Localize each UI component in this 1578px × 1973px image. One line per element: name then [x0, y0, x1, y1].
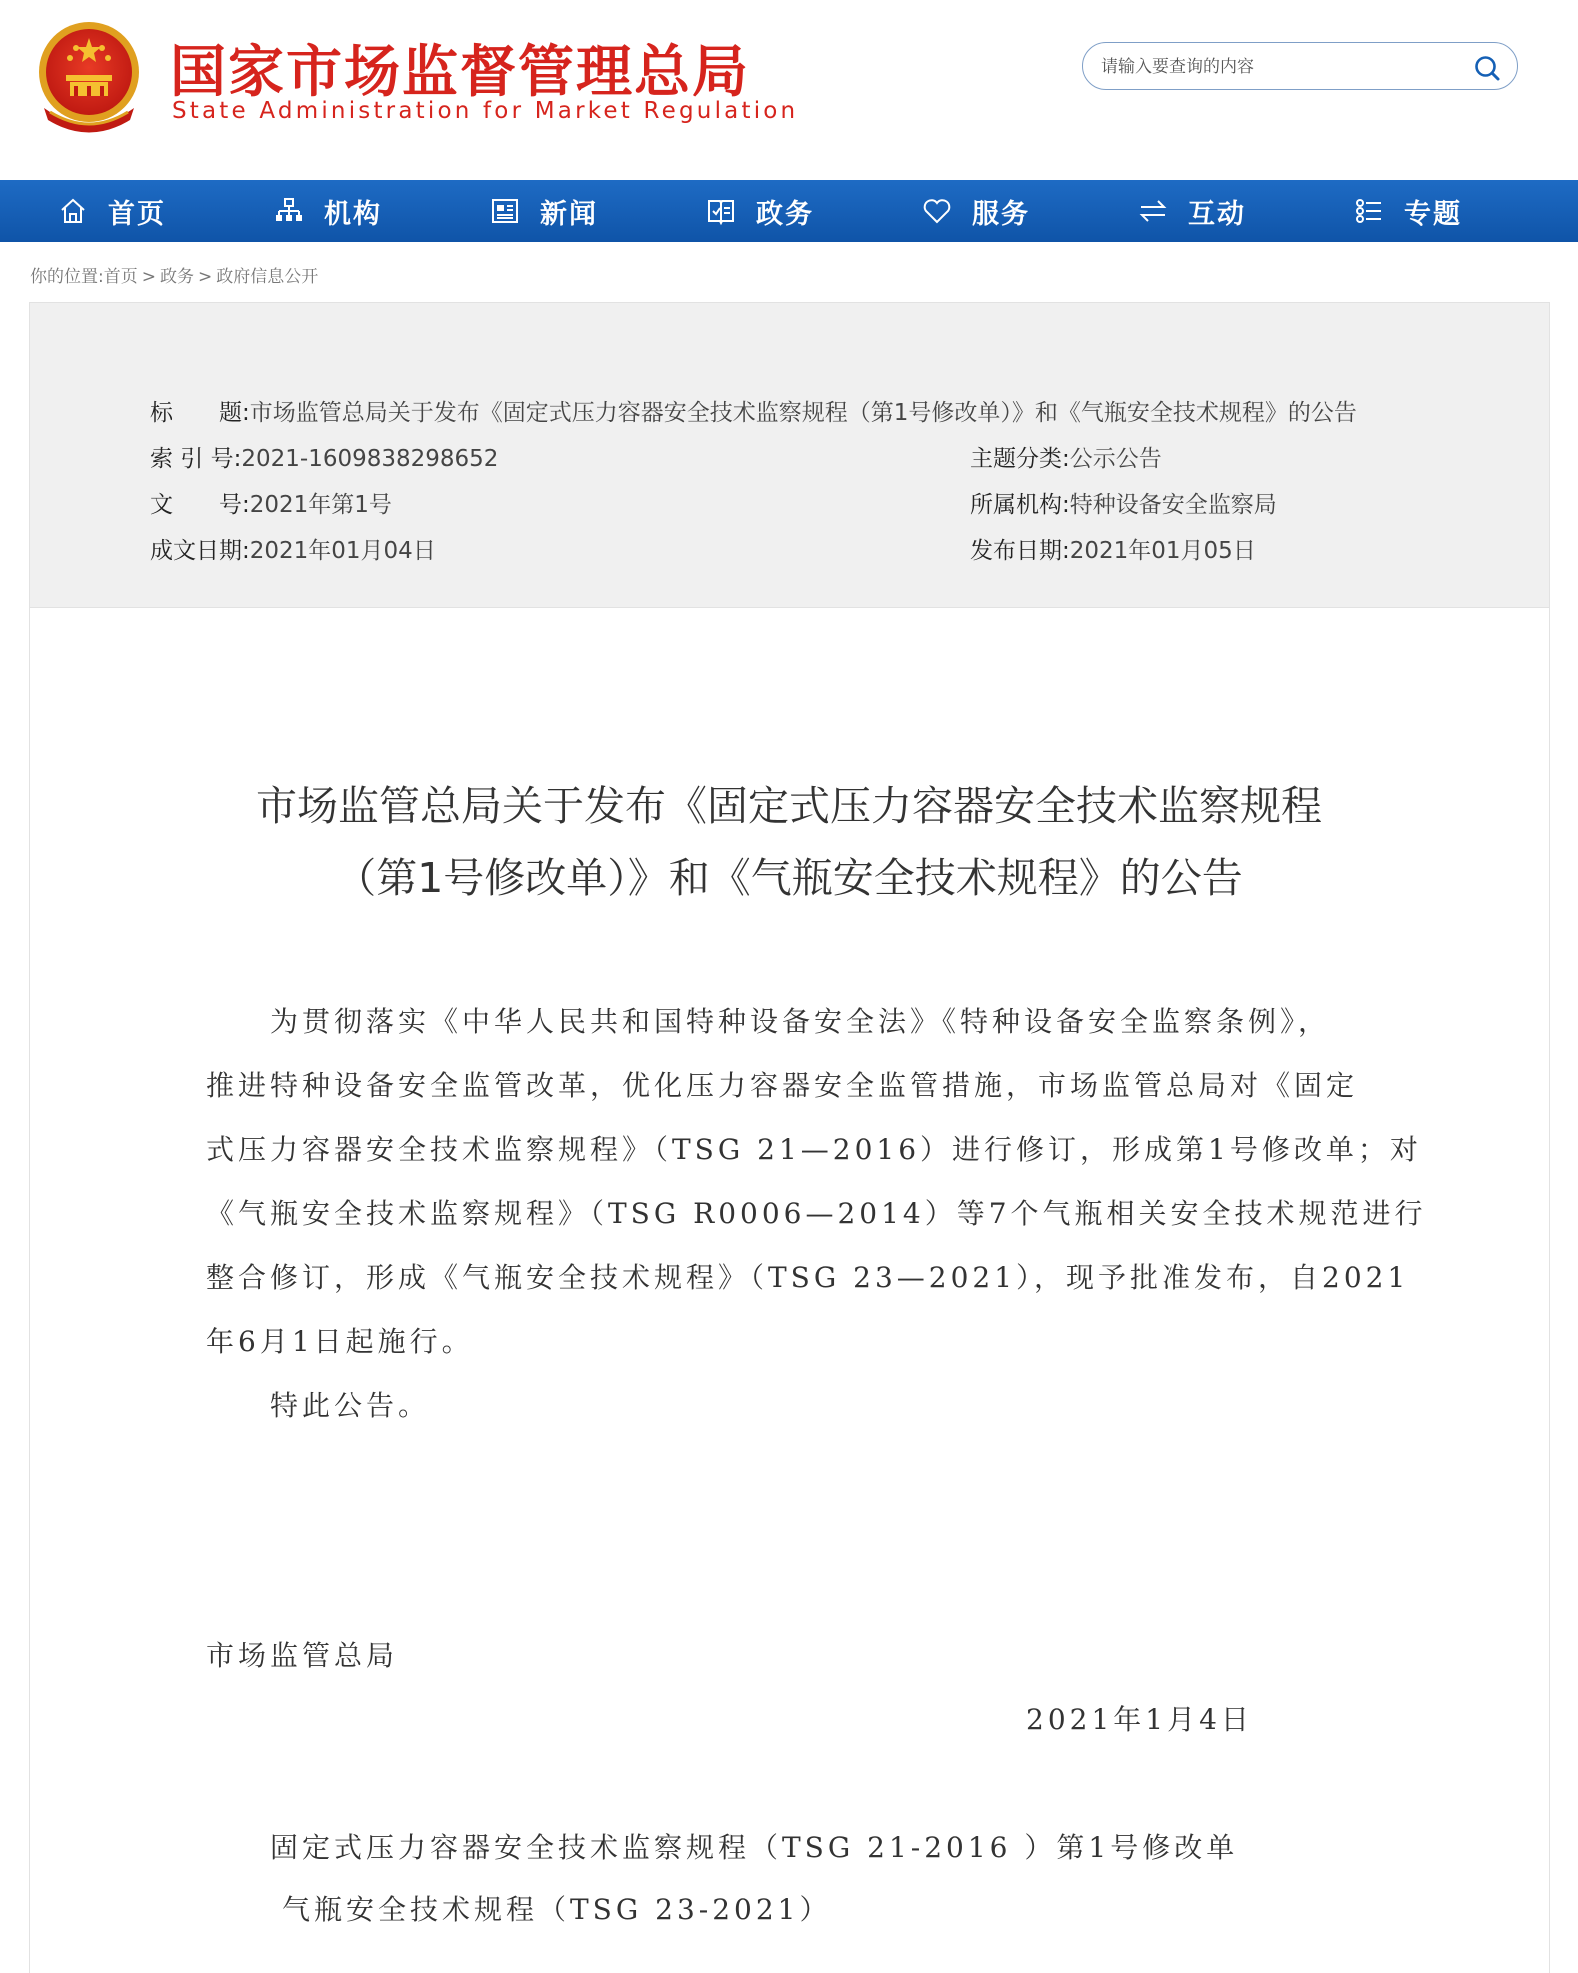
closing-statement: 特此公告。 [270, 1389, 431, 1422]
meta-topic-row [970, 440, 1162, 473]
meta-title-label: 标 题: [150, 400, 250, 426]
nav-label: 新闻 [540, 198, 598, 230]
search-input[interactable] [1099, 53, 1463, 81]
paragraph-line: 推进特种设备安全监管改革，优化压力容器安全监管措施，市场监管总局对《固定 [206, 1069, 1359, 1102]
exchange-icon [1138, 196, 1168, 226]
paragraph-line: 《气瓶安全技术监察规程》（TSG R0006—2014）等7个气瓶相关安全技术规范进行 [206, 1197, 1427, 1230]
nav-item-interaction[interactable] [1138, 180, 1246, 242]
nav-item-government-affairs[interactable] [706, 180, 814, 242]
article-title-line-1: 市场监管总局关于发布《固定式压力容器安全技术监察规程 [256, 782, 1322, 830]
meta-index-row [150, 440, 498, 473]
site-logo-english[interactable]: State Administration for Market Regulation [172, 98, 799, 124]
breadcrumb-link-home[interactable]: 首页 [103, 267, 138, 287]
meta-doc-number-row [150, 486, 392, 519]
news-icon [490, 196, 520, 226]
site-header [0, 0, 1578, 180]
meta-created-row [150, 532, 436, 565]
meta-topic-value: 公示公告 [1069, 446, 1162, 472]
signing-date: 2021年1月4日 [1026, 1703, 1253, 1736]
nav-label: 服务 [972, 198, 1030, 230]
breadcrumb-link-disclosure[interactable]: 政府信息公开 [216, 267, 319, 287]
national-emblem-icon[interactable] [34, 20, 144, 135]
nav-item-services[interactable] [922, 180, 1030, 242]
breadcrumb [30, 262, 318, 287]
meta-published-value: 2021年01月05日 [1069, 538, 1256, 564]
meta-org-label: 所属机构: [970, 492, 1070, 518]
paragraph-line: 年6月1日起施行。 [206, 1325, 474, 1358]
breadcrumb-link-affairs[interactable]: 政务 [159, 267, 194, 287]
nav-label: 机构 [324, 198, 382, 230]
meta-created-label: 成文日期: [150, 538, 250, 564]
breadcrumb-separator: > [197, 267, 213, 287]
breadcrumb-prefix: 你的位置: [30, 267, 104, 287]
search-box [1082, 42, 1518, 90]
article-title [150, 770, 1428, 914]
nav-label: 首页 [108, 198, 166, 230]
article-title-line-2: （第1号修改单）》和《气瓶安全技术规程》的公告 [335, 854, 1243, 902]
heart-icon [922, 196, 952, 226]
nav-item-home[interactable] [58, 180, 166, 242]
meta-topic-label: 主题分类: [970, 446, 1070, 472]
attachment-link-gas-cylinder[interactable]: 气瓶安全技术规程（TSG 23-2021） [282, 1893, 832, 1926]
signer: 市场监管总局 [206, 1639, 399, 1672]
search-icon[interactable] [1473, 54, 1501, 82]
meta-doc-number-label: 文 号: [150, 492, 250, 518]
meta-org-value: 特种设备安全监察局 [1069, 492, 1277, 518]
nav-label: 政务 [756, 198, 814, 230]
main-nav [0, 180, 1578, 242]
meta-doc-number-value: 2021年第1号 [249, 492, 392, 518]
meta-index-value: 2021-1609838298652 [241, 446, 499, 472]
meta-created-value: 2021年01月04日 [249, 538, 436, 564]
org-icon [274, 196, 304, 226]
breadcrumb-separator: > [141, 267, 156, 287]
meta-title-row [150, 394, 1357, 427]
nav-item-topics[interactable] [1354, 180, 1462, 242]
home-icon [58, 196, 88, 226]
nav-item-organization[interactable] [274, 180, 382, 242]
nav-label: 互动 [1188, 198, 1246, 230]
policy-icon [706, 196, 736, 226]
meta-title-value: 市场监管总局关于发布《固定式压力容器安全技术监察规程（第1号修改单）》和《气瓶安全技术规程》的公告 [249, 400, 1357, 426]
meta-index-label: 索 引 号: [150, 446, 242, 472]
paragraph-line: 式压力容器安全技术监察规程》（TSG 21—2016）进行修订，形成第1号修改单；对 [206, 1133, 1422, 1166]
paragraph-line: 整合修订，形成《气瓶安全技术规程》（TSG 23—2021），现予批准发布，自2021 [206, 1261, 1410, 1294]
nav-label: 专题 [1404, 198, 1462, 230]
meta-published-label: 发布日期: [970, 538, 1070, 564]
site-logo-chinese[interactable]: 国家市场监督管理总局 [170, 40, 750, 105]
attachment-link-pressure-vessel[interactable]: 固定式压力容器安全技术监察规程（TSG 21-2016 ）第1号修改单 [270, 1831, 1239, 1864]
list-icon [1354, 196, 1384, 226]
paragraph-line: 为贯彻落实《中华人民共和国特种设备安全法》《特种设备安全监察条例》， [270, 1005, 1331, 1038]
nav-item-news[interactable] [490, 180, 598, 242]
meta-published-row [970, 532, 1256, 565]
meta-org-row [970, 486, 1277, 519]
